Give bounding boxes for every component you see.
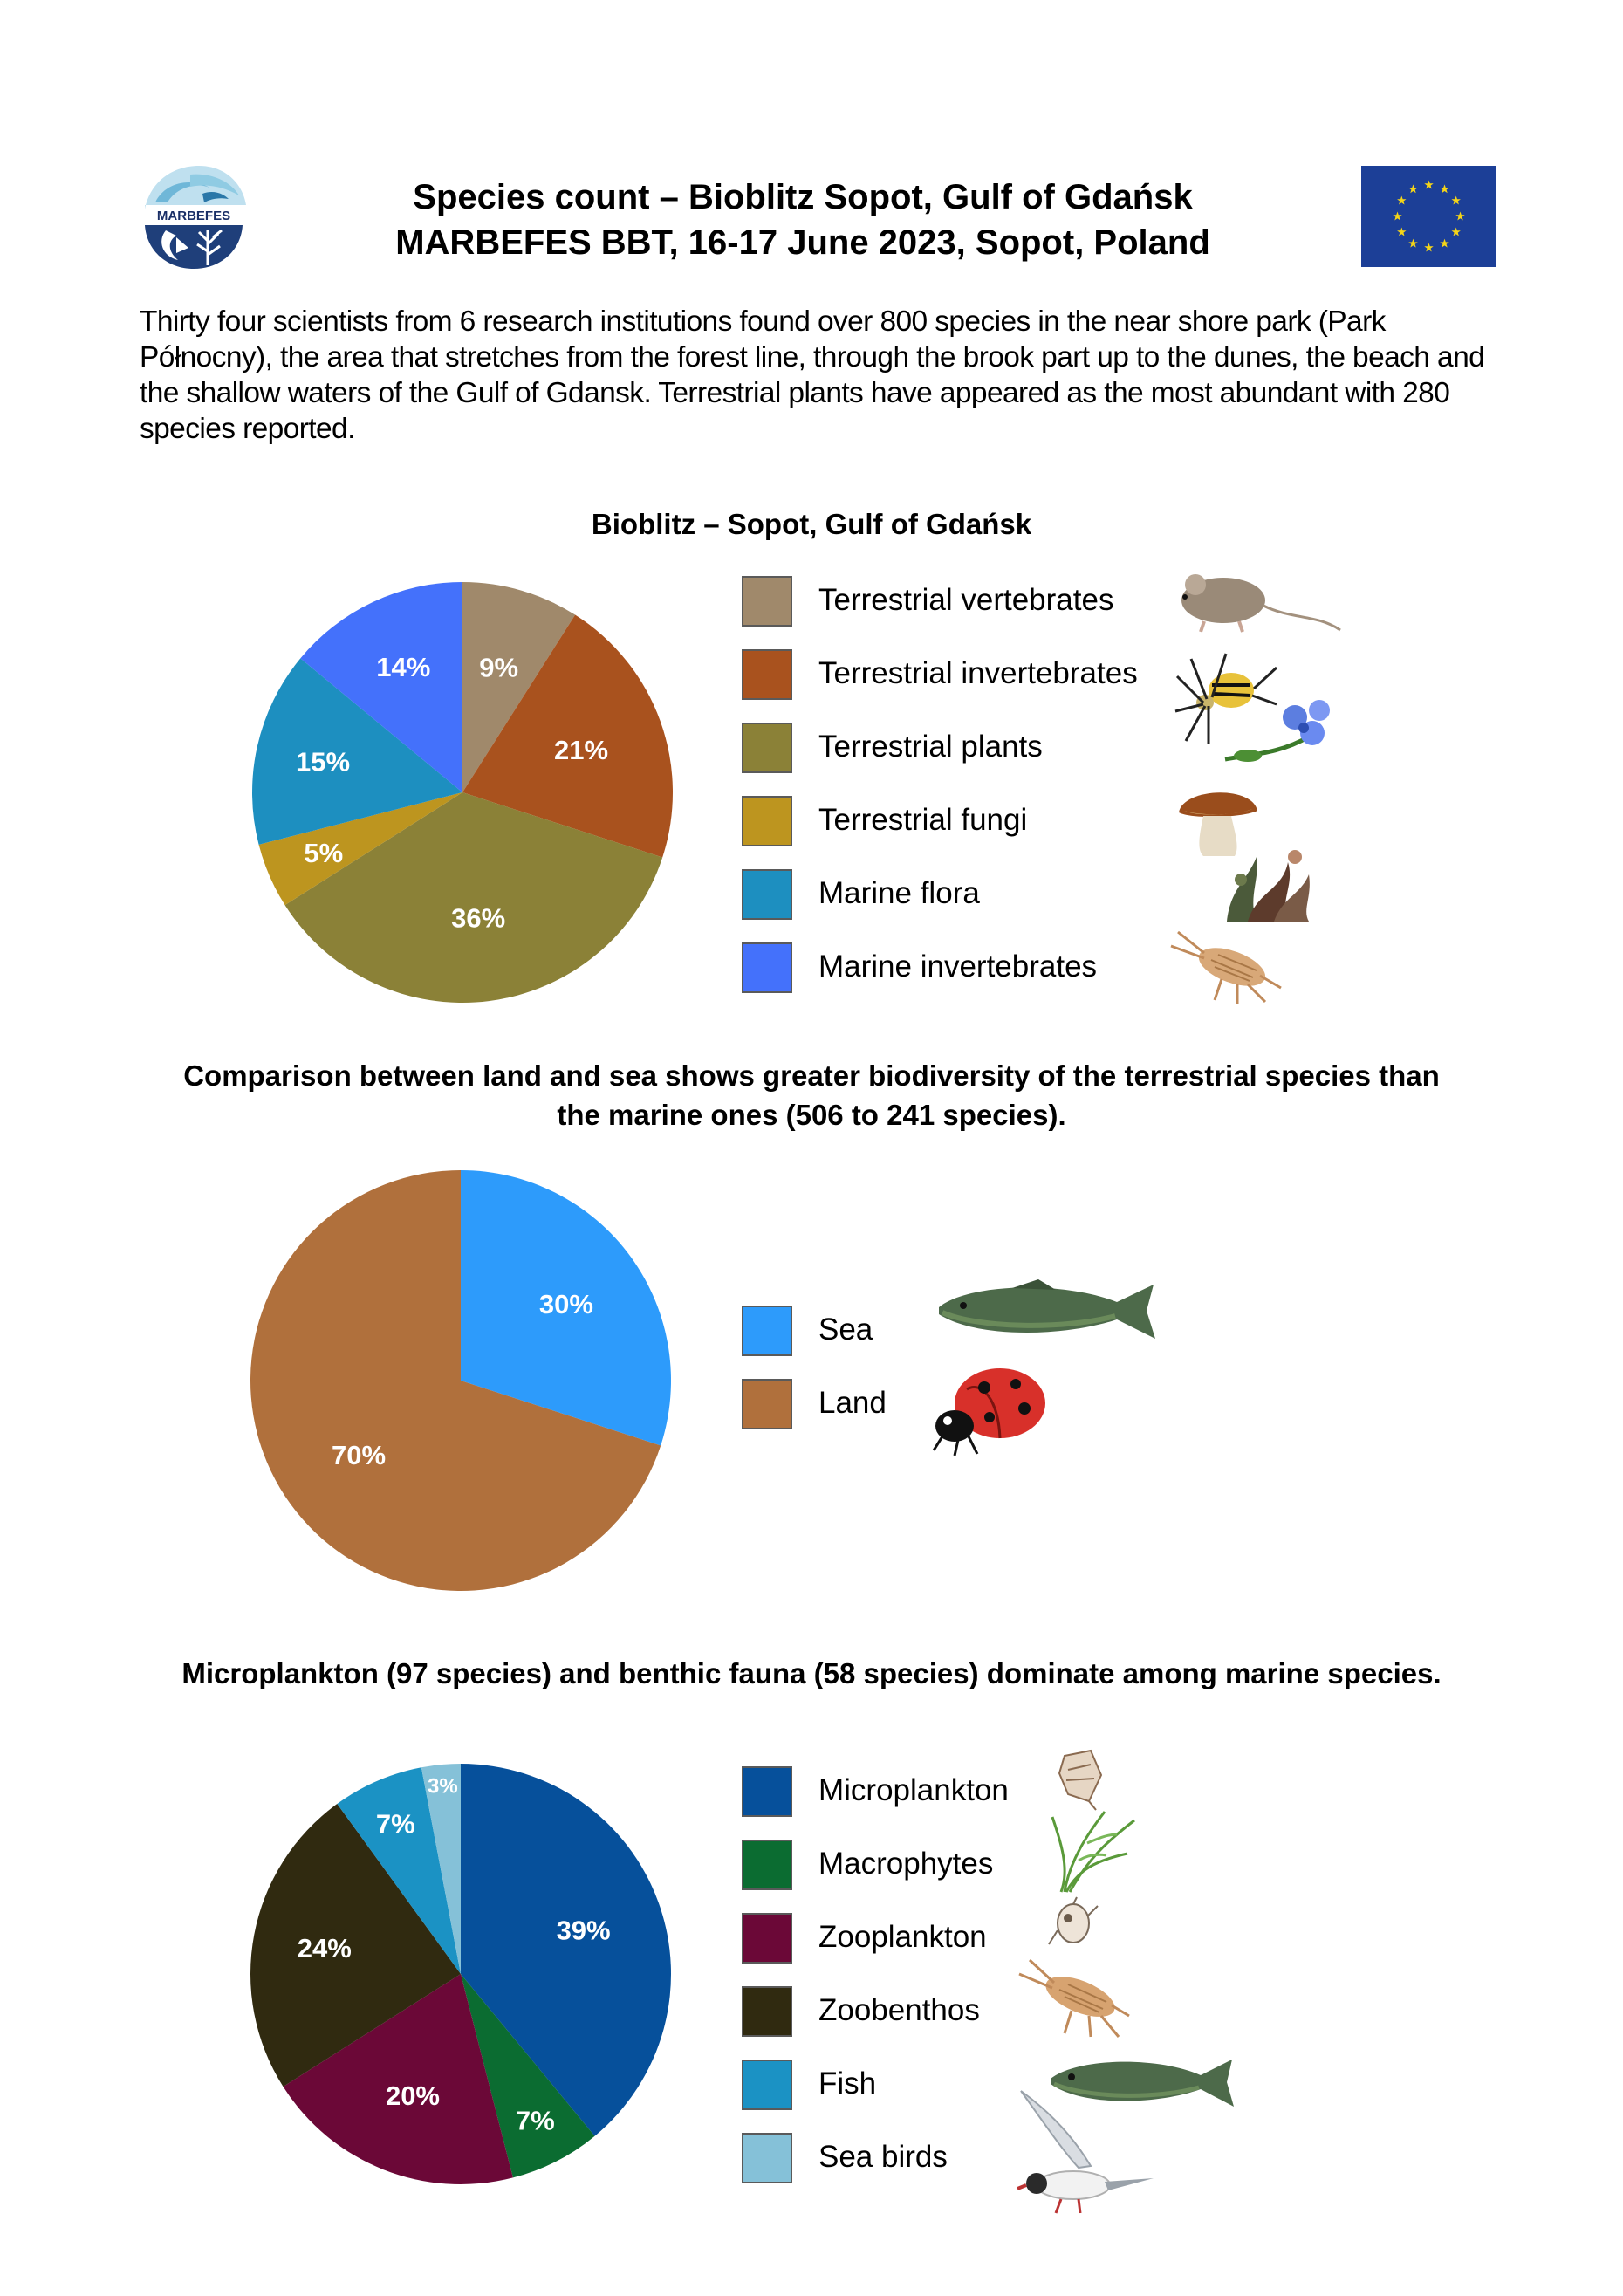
legend-swatch — [742, 1379, 792, 1429]
legend-swatch — [742, 576, 792, 627]
legend-swatch — [742, 723, 792, 773]
pie-data-label: 5% — [304, 837, 344, 868]
legend-label: Macrophytes — [818, 1847, 994, 1881]
pie-chart-3 — [234, 1747, 688, 2201]
ladybug-icon — [928, 1363, 1051, 1459]
chart-1-title: Bioblitz – Sopot, Gulf of Gdańsk — [591, 508, 1032, 540]
legend-swatch — [742, 2060, 792, 2110]
legend-label: Fish — [818, 2066, 877, 2101]
microplankton-icon — [1056, 1749, 1105, 1812]
legend-swatch — [742, 796, 792, 846]
legend-label: Terrestrial invertebrates — [818, 656, 1138, 690]
marbefes-logo-icon — [138, 157, 250, 272]
legend-swatch — [742, 1913, 792, 1964]
zooplankton-icon — [1047, 1895, 1099, 1951]
legend-label: Microplankton — [818, 1773, 1009, 1807]
pie-data-label: 3% — [428, 1774, 458, 1799]
legend-label: Terrestrial plants — [818, 730, 1043, 764]
eu-flag-icon — [1361, 166, 1496, 267]
title-line-2: MARBEFES BBT, 16-17 June 2023, Sopot, Poland — [395, 223, 1210, 262]
fish-icon — [934, 1276, 1161, 1346]
legend-label: Land — [818, 1386, 887, 1420]
legend-swatch — [742, 869, 792, 920]
legend-label: Terrestrial vertebrates — [818, 583, 1114, 617]
page-title — [262, 175, 1344, 265]
pie-data-label: 7% — [515, 2105, 555, 2136]
isopod-icon — [1169, 927, 1283, 1004]
seaweed-icon — [1222, 845, 1318, 925]
chart-3-title: Microplankton (97 species) and benthic fauna (58 species) dominate among marine species. — [181, 1657, 1442, 1689]
pie-data-label: 30% — [538, 1289, 593, 1320]
mouse-icon — [1169, 559, 1344, 646]
legend-label: Sea birds — [818, 2140, 948, 2174]
legend-label: Zooplankton — [818, 1920, 987, 1954]
legend-swatch — [742, 649, 792, 700]
pie-data-label: 36% — [451, 902, 506, 934]
legend-swatch — [742, 1986, 792, 2037]
legend-swatch — [742, 1766, 792, 1817]
legend-swatch — [742, 1840, 792, 1890]
pie-data-label: 24% — [297, 1933, 352, 1964]
legend-swatch — [742, 1306, 792, 1356]
flower-icon — [1222, 698, 1344, 777]
legend-label: Terrestrial fungi — [818, 803, 1028, 837]
title-line-1: Species count – Bioblitz Sopot, Gulf of Gdańsk — [413, 178, 1193, 216]
svg-text:MARBEFES: MARBEFES — [156, 209, 231, 223]
zoobenthos-icon — [1017, 1957, 1131, 2040]
legend-swatch — [742, 2133, 792, 2183]
pie-data-label: 70% — [331, 1439, 387, 1470]
pie-data-label: 14% — [376, 652, 431, 683]
legend-label: Zoobenthos — [818, 1993, 980, 2027]
gull-icon — [1017, 2087, 1157, 2218]
legend-label: Sea — [818, 1312, 873, 1347]
pie-data-label: 20% — [385, 2080, 441, 2111]
macrophyte-icon — [1044, 1808, 1140, 1895]
legend-label: Marine flora — [818, 876, 980, 910]
chart-2-title: Comparison between land and sea shows greater biodiversity of the terrestrial species than the marine ones (506 to 241 species). — [183, 1059, 1440, 1131]
legend-swatch — [742, 942, 792, 993]
pie-data-label: 7% — [375, 1808, 415, 1840]
legend-label: Marine invertebrates — [818, 949, 1098, 984]
intro-text: Thirty four scientists from 6 research institutions found over 800 species in the near shore park (Park Północny), the area that stretches from the forest line, through the brook part up to the dunes, the beach and the shallow waters of the Gulf of Gdansk. Terrestrial plants have appeared as the most abundant with 280 species reported. — [140, 305, 1485, 445]
pie-data-label: 15% — [296, 746, 351, 778]
pie-chart-1 — [236, 565, 689, 1019]
pie-data-label: 21% — [554, 735, 609, 766]
pie-data-label: 39% — [556, 1915, 611, 1946]
pie-chart-2 — [234, 1154, 688, 1607]
pie-data-label: 9% — [479, 652, 519, 683]
